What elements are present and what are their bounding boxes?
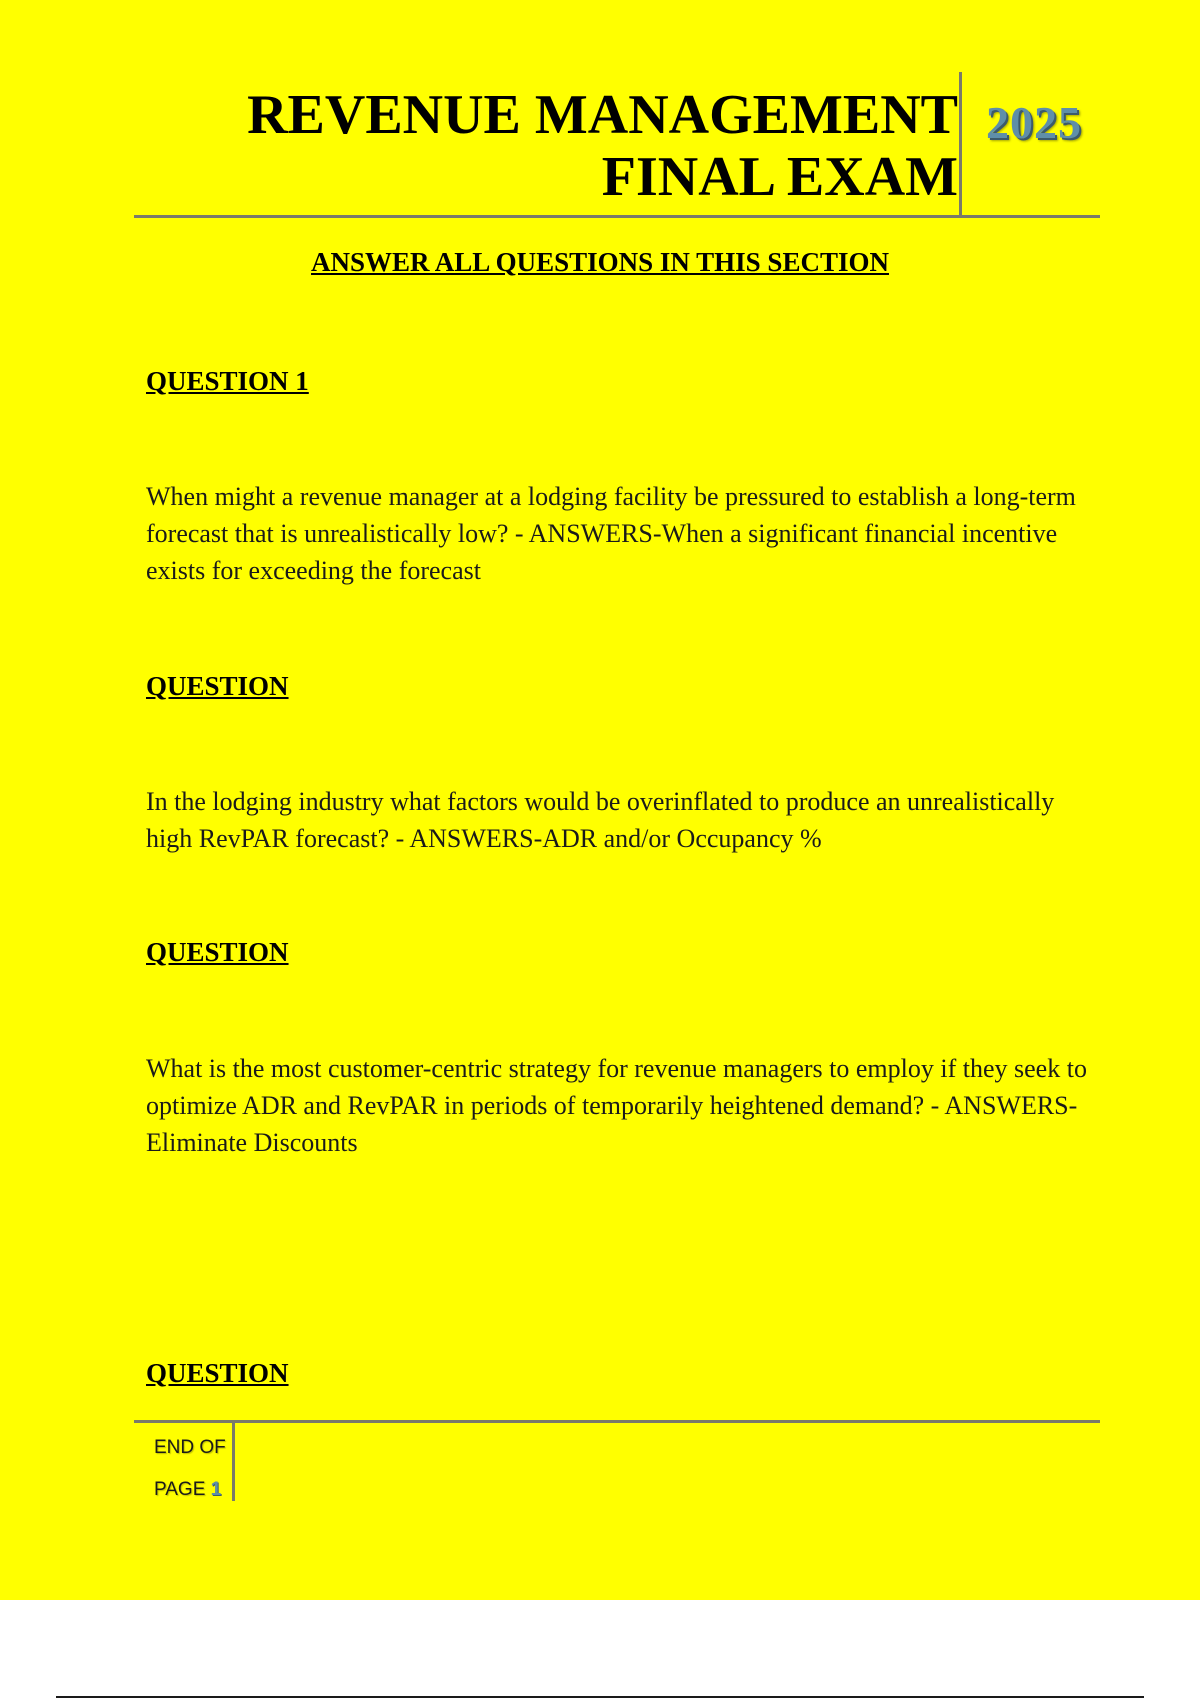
bottom-rule — [56, 1696, 1144, 1698]
question-2-text: In the lodging industry what factors would be overinflated to produce an unrealistically high RevPAR forecast? - ANSWERS-ADR and/or Occupancy % — [146, 787, 1055, 853]
question-1-text: When might a revenue manager at a lodging facility be pressured to establish a long-term forecast that is unrealistically low? - ANSWERS-When a significant financial incentive exists for exceeding the forecast — [146, 482, 1076, 585]
footer-page-line — [154, 1469, 226, 1511]
page-footer — [134, 1420, 1100, 1500]
title-line-1: REVENUE MANAGEMENT — [247, 84, 958, 146]
footer-page-label: PAGE — [154, 1479, 206, 1500]
question-4-heading: QUESTION — [146, 1358, 289, 1388]
section-instruction: ANSWER ALL QUESTIONS IN THIS SECTION — [311, 247, 889, 277]
footer-divider — [232, 1423, 235, 1501]
footer-label — [154, 1427, 226, 1511]
footer-end-of: END OF — [154, 1437, 226, 1458]
question-3-heading: QUESTION — [146, 937, 289, 967]
page-header — [134, 72, 1100, 218]
page-number: 1 — [210, 1479, 222, 1500]
page-title — [247, 84, 958, 208]
header-divider — [959, 72, 962, 218]
question-1-heading: QUESTION 1 — [146, 366, 309, 396]
question-3-text: What is the most customer-centric strategy for revenue managers to employ if they seek to optimize ADR and RevPAR in periods of temporarily heightened demand? - ANSWERS-Eliminate Discounts — [146, 1054, 1087, 1157]
year-label: 2025 — [986, 97, 1082, 148]
question-2-heading: QUESTION — [146, 671, 289, 701]
title-line-2: FINAL EXAM — [601, 146, 958, 208]
